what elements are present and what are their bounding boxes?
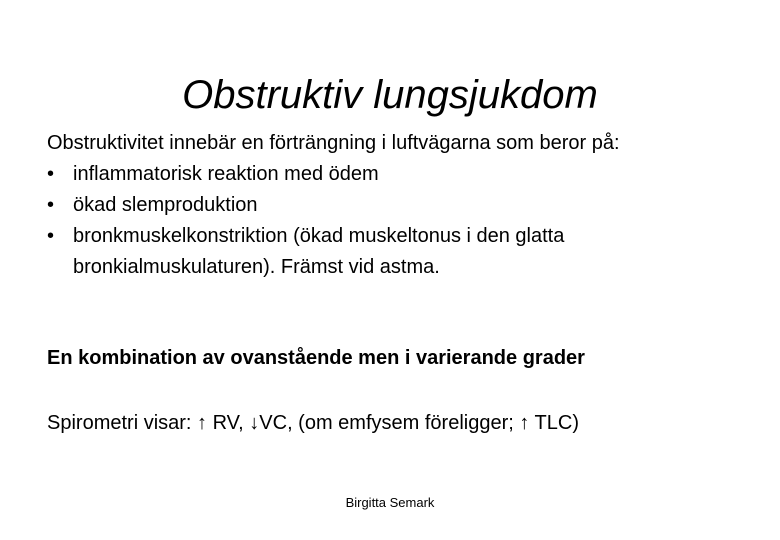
bullet-icon: • <box>47 225 55 247</box>
bullet-item-bronchoconstriction <box>47 221 747 283</box>
bullet-text: inflammatorisk reaktion med ödem <box>73 163 379 185</box>
bullet-icon: • <box>47 194 55 216</box>
spirometry-findings: Spirometri visar: ↑ RV, ↓VC, (om emfysem föreligger; ↑ TLC) <box>47 412 579 434</box>
slide-title: Obstruktiv lungsjukdom <box>182 72 598 117</box>
slide-body <box>47 128 747 283</box>
bullet-text: ökad slemproduktion <box>73 194 258 216</box>
bullet-text: bronkmuskelkonstriktion (ökad muskeltonus i den glatta bronkialmuskulaturen). Främst vid astma. <box>73 225 565 278</box>
bullet-item-inflammation <box>47 159 747 190</box>
bullet-icon: • <box>47 163 55 185</box>
intro-text: Obstruktivitet innebär en förträngning i luftvägarna som beror på: <box>47 132 620 154</box>
combination-statement: En kombination av ovanstående men i varierande grader <box>47 347 585 369</box>
bullet-item-mucus <box>47 190 747 221</box>
footer-author: Birgitta Semark <box>345 495 435 510</box>
bullet-list <box>47 159 747 283</box>
